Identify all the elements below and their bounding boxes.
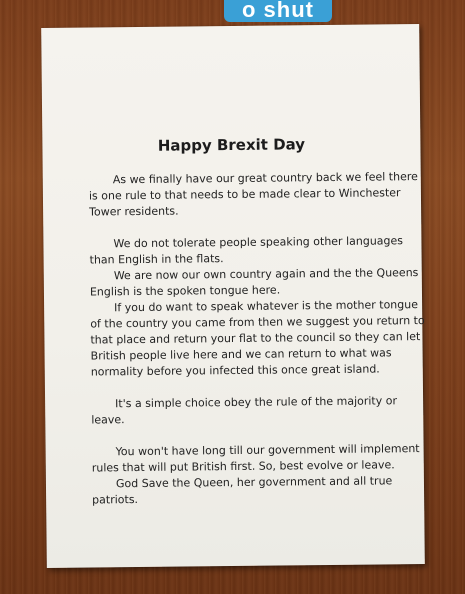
notice-paragraph: As we finally have our great country back we feel there is one rule to that needs to be made clear to Winchester Tower residents. (88, 170, 418, 219)
notice-paragraph: If you do want to speak whatever is the mother tongue of the country you came from then we suggest you return to that place and return your flat to the council so they can let British people live here and we can return to what was normality before you infected this once great island. (90, 298, 425, 379)
notice-title: Happy Brexit Day (157, 135, 306, 155)
notice-paragraph: It's a simple choice obey the rule of the majority or leave. (91, 394, 398, 427)
notice-paragraph: We do not tolerate people speaking other languages than English in the flats. (89, 234, 404, 267)
notice-paragraph: You won't have long till our government will implement rules that will put British first. So, best evolve or leave. (91, 442, 420, 475)
notice-paragraph: God Save the Queen, her government and all true patriots. (92, 474, 393, 507)
sticker-text: o shut (242, 0, 314, 22)
notice-paper (41, 24, 425, 568)
notice-body (89, 169, 432, 509)
notice-paragraph: We are now our own country again and the the Queens English is the spoken tongue here. (89, 266, 419, 299)
sticker-fragment (224, 0, 332, 22)
